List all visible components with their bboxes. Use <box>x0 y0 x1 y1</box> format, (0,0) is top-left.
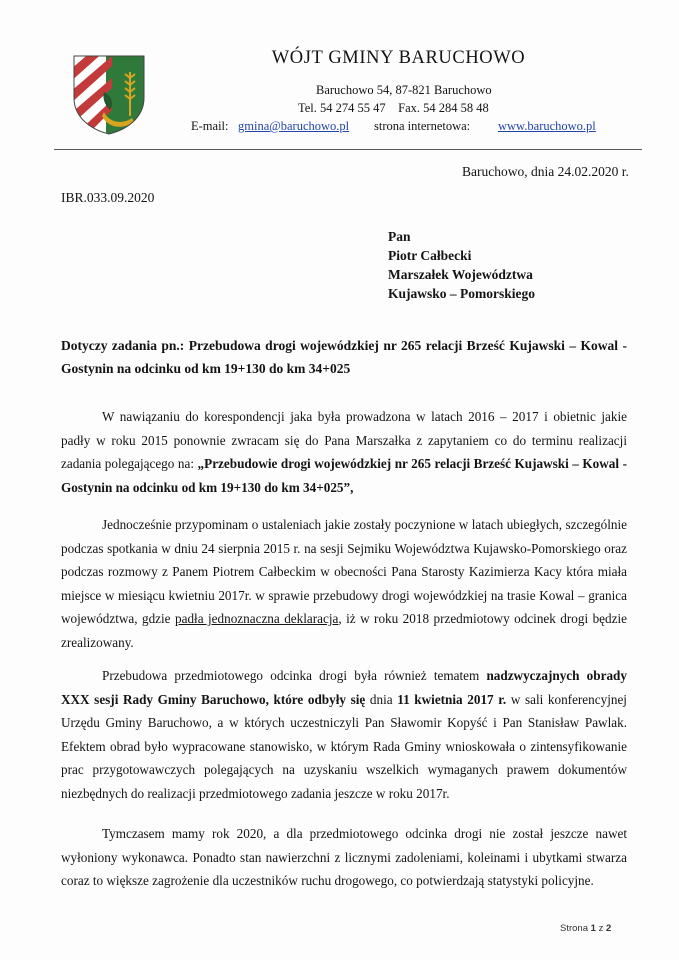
page-current: 1 <box>590 923 596 934</box>
subject-line: Dotyczy zadania pn.: Przebudowa drogi wojewódzkiej nr 265 relacji Brześć Kujawski – Kowal - Gostynin na odcinku od km 19+130 do km 34+025 <box>61 338 627 376</box>
paragraph-text: W nawiązaniu do korespondencji jaka była prowadzona w latach 2016 – 2017 i obietnic jakie padły w roku 2015 ponownie zwracam się do Pana Marszałka z zapytaniem co do terminu realizacji zadania polegającego na: <box>61 409 627 472</box>
header-title: WÓJT GMINY BARUCHOWO <box>271 48 526 68</box>
paragraph-1 <box>61 405 627 499</box>
paragraph-4: Tymczasem mamy rok 2020, a dla przedmiotowego odcinka drogi nie został jeszcze nawet wyłoniony wykonawca. Ponadto stan nawierzchni z licznymi zadoleniami, koleinami i ubytkami stwarza coraz to większe zagrożenie dla uczestników ruchu drogowego, co potwierdzają statystyki policyjne. <box>61 826 627 889</box>
header-website-label: strona internetowa: <box>374 119 471 133</box>
header-email-link[interactable]: gmina@baruchowo.pl <box>238 119 350 133</box>
page-label: Strona <box>560 923 588 934</box>
recipient-line: Pan <box>388 229 411 244</box>
header-tel-fax: Tel. 54 274 55 47 Fax. 54 284 58 48 <box>298 101 489 115</box>
recipient-block <box>388 227 535 303</box>
header-address: Baruchowo 54, 87-821 Baruchowo <box>316 83 492 97</box>
page-total: 2 <box>605 923 612 934</box>
task-name-bold: „Przebudowie drogi wojewódzkiej nr 265 relacji Brześć Kujawski – Kowal -Gostynin na odcinku od km 19+130 do km 34+025”, <box>61 456 627 495</box>
recipient-line: Marszałek Województwa <box>388 267 533 282</box>
paragraph-text: , iż w roku 2018 przedmiotowy odcinek drogi będzie zrealizowany. <box>61 611 627 650</box>
paragraph-text: Jednocześnie przypominam o ustaleniach jakie zostały poczynione w latach ubiegłych, szczególnie podczas spotkania w dniu 24 sierpnia 2015 r. na sesji Sejmiku Województwa Kujawsko-Pomorskiego oraz podczas rozmowy z Panem Piotrem Całbeckim w obecności Pana Starosty Kazimierza Kacy która miała miejsce w miesiącu kwietniu 2017r. w sprawie przebudowy drogi wojewódzkiej na trasie Kowal – granica województwa, gdzie <box>61 517 627 627</box>
place-date: Baruchowo, dnia 24.02.2020 r. <box>462 164 629 179</box>
page-sep: z <box>598 923 604 934</box>
recipient-line: Kujawsko – Pomorskiego <box>388 286 536 301</box>
header-email-label: E-mail: <box>191 119 229 133</box>
header-website-link[interactable]: www.baruchowo.pl <box>498 119 596 133</box>
paragraph-text: w sali konferencyjnej Urzędu Gminy Baruchowo, a w których uczestniczyli Pan Sławomir Kopyść i Pan Stanisław Pawlak. Efektem obrad było wypracowane stanowisko, w którym Rada Gminy wnioskowała o zintensyfikowanie prac przygotowawczych polegających na uzyskaniu wszelkich wymaganych prawem dokumentów niezbędnych do realizacji przedmiotowego zadania jeszcze w roku 2017r. <box>61 691 627 801</box>
underlined-declaration: padła jednoznaczna deklaracja <box>175 611 339 627</box>
paragraph-2 <box>61 513 627 655</box>
reference-number: IBR.033.09.2020 <box>61 190 155 205</box>
paragraph-text: Przebudowa przedmiotowego odcinka drogi była również tematem <box>102 668 487 683</box>
recipient-line: Piotr Całbecki <box>388 248 472 263</box>
paragraph-text: dnia <box>365 691 398 707</box>
header-divider <box>54 149 642 150</box>
session-bold: nadzwyczajnych obrady XXX sesji Rady Gminy Baruchowo, które odbyły się <box>61 668 627 707</box>
page-counter <box>560 923 611 934</box>
paragraph-3 <box>61 664 627 806</box>
date-bold: 11 kwietnia 2017 r. <box>397 691 507 707</box>
